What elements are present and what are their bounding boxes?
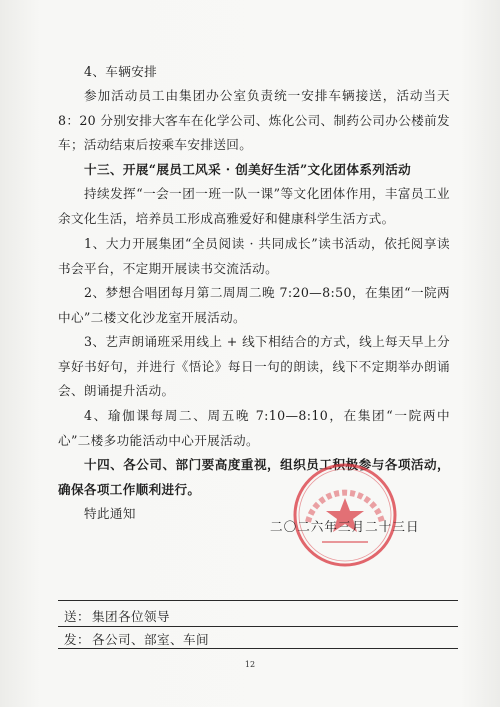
issue-to-value: 各公司、部室、车间 <box>92 632 209 647</box>
issue-to-row <box>64 629 209 648</box>
section-14-paragraph: 十四、各公司、部门要高度重视，组织员工积极参与各项活动，确保各项工作顺利进行。 <box>58 457 450 497</box>
section-13-heading: 十三、开展“展员工风采 · 创美好生活”文化团体系列活动 <box>84 162 412 177</box>
footer-top-rule <box>58 600 458 601</box>
vehicle-arrangement-paragraph: 参加活动员工由集团办公室负责统一安排车辆接送，活动当天 8：20 分别安排大客车在化学公司、炼化公司、制药公司办公楼前发车；活动结束后按乘车安排送回。 <box>58 88 450 153</box>
culture-groups-paragraph: 持续发挥“一会一团一班一队一课”等文化团体作用，丰富员工业余文化生活，培养员工形成高雅爱好和健康科学生活方式。 <box>58 186 450 226</box>
recitation-activity-item: 3、艺声朗诵班采用线上 + 线下相结合的方式，线上每天早上分享好书好句，并进行《悟论》每日一句的朗读，线下不定期举办朗诵会、朗诵提升活动。 <box>58 334 450 399</box>
issue-to-label: 发： <box>64 632 90 647</box>
send-to-label: 送： <box>64 609 90 624</box>
page-number: 12 <box>244 660 256 669</box>
official-seal-icon <box>290 460 400 570</box>
reading-activity-item: 1、大力开展集团“全员阅读 · 共同成长”读书活动，依托阅享读书会平台，不定期开展读书交流活动。 <box>58 236 450 276</box>
send-to-row <box>64 606 170 625</box>
issue-date: 二〇二六年三月二十三日 <box>270 519 420 534</box>
yoga-activity-item: 4、瑜伽课每周二、周五晚 7:10—8:10，在集团“一院两中心”二楼多功能活动中心开展活动。 <box>58 408 450 448</box>
footer-bottom-rule <box>58 648 458 649</box>
notice-closing: 特此通知 <box>84 506 136 521</box>
footer-middle-rule <box>58 626 458 627</box>
send-to-value: 集团各位领导 <box>92 609 170 624</box>
choir-activity-item: 2、梦想合唱团每月第二周周二晚 7:20—8:50，在集团“一院两中心”二楼文化沙龙室开展活动。 <box>58 285 450 325</box>
section-vehicle-heading: 4、车辆安排 <box>84 64 158 79</box>
